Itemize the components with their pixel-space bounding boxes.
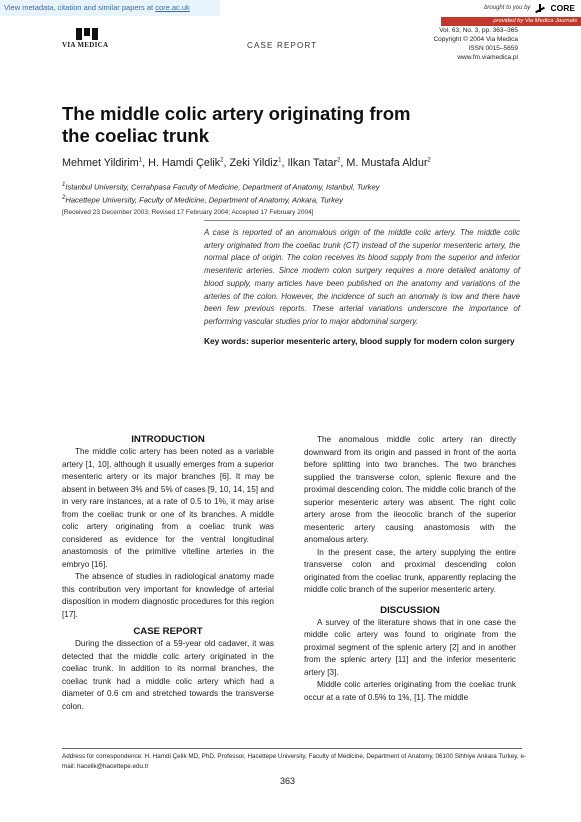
author-name: H. Hamdi Çelik (148, 157, 221, 169)
journal-info (433, 26, 518, 62)
paragraph: In the present case, the artery supplying the entire transverse colon and proximal descending colon originated from the coeliac trunk, apparently replacing the middle colic branch of the superior mesenteric artery. (304, 547, 516, 594)
page-number: 363 (280, 776, 296, 786)
brought-by-text: brought to you by (484, 5, 531, 11)
publisher-logo (62, 28, 114, 49)
core-metadata-link[interactable] (0, 0, 220, 16)
author-name: Zeki Yildiz (229, 157, 279, 169)
affiliation-2: $^2$Hacettepe University, Faculty of Medicine, Department of Anatomy, Ankara, Turkey (62, 194, 343, 205)
article-title: The middle colic artery originating from the coeliac trunk (62, 103, 411, 146)
keywords: Key words: superior mesenteric artery, blood supply for modern colon surgery (204, 335, 515, 346)
case-report-heading: CASE REPORT (133, 626, 203, 637)
abstract-text: A case is reported of an anomalous origin of the middle colic artery. The middle colic artery originated from the coeliac trunk (CT) instead of the superior mesenteric artery, the normal place of origin. The colon receives its blood supply from the superior and inferior mesenteric arteries. Since modern colon surgery requires a more detailed anatomy of blood supply, many articles have been published on the anatomy and variations of the arteries of the colon. However, the incidence of such an anomaly is low and there have been few previous reports. These arterial variations underscore the importance of performing vascular studies prior to major abdominal surgery. (204, 228, 520, 326)
author-name: M. Mustafa Aldur (346, 157, 428, 169)
core-link-site[interactable]: core.ac.uk (155, 3, 190, 12)
correspondence-address: Address for correspondence: H. Hamdi Çelik MD, PhD, Professor, Hacettepe University, Faculty of Medicine, Department of Anatomy, 06100 Sihhiye Ankara Turkey, e-mail: hacelik@hacettepe.edu.tr (62, 753, 527, 770)
paragraph: The anomalous middle colic artery ran directly downward from its origin and passed in front of the aorta before splitting into two branches. The two branches supplied the transverse colon, splenic flexure and the proximal descending colon. The middle colic branch of the superior mesenteric artery was absent. The right colic artery arose from the ileocolic branch of the superior mesenteric artery causing anastomosis with the anomalous artery. (304, 435, 516, 544)
section-label: CASE REPORT (247, 41, 318, 50)
paragraph: During the dissection of a 59-year old cadaver, it was detected that the middle colic artery originated in the coeliac trunk. In addition to its normal branches, the coeliac trunk had a middle colic artery which had a diameter of 0.6 cm and stretched towards the transverse colon. (62, 639, 274, 711)
core-brand[interactable] (484, 3, 575, 13)
paragraph: A survey of the literature shows that in one case the middle colic artery was found to originate from the proximal segment of the splenic artery [2] and in another from the splenic artery [11] and the inferior mesenteric artery [3]. (304, 617, 516, 677)
affiliations (62, 180, 380, 205)
core-wordmark: CORE (550, 3, 575, 13)
author-name: Mehmet Yildirim (62, 157, 139, 169)
paragraph: The absence of studies in radiological anatomy made this contribution very important for knowledge of arterial disposition in modern diagnostic procedures for this region [17]. (62, 572, 274, 619)
journal-volume: Vol. 63, No. 3, pp. 363–365 (439, 27, 518, 34)
introduction-heading: INTRODUCTION (131, 434, 205, 445)
core-link-prefix: View metadata, citation and similar papers at (4, 3, 156, 12)
via-medica-mark-icon (76, 28, 98, 40)
journal-copyright: Copyright © 2004 Via Medica (433, 36, 518, 43)
journal-website[interactable]: www.fm.viamedica.pl (457, 54, 518, 61)
body-column-left (62, 434, 274, 713)
abstract-block (204, 220, 520, 347)
paragraph: Middle colic arteries originating from the coeliac trunk occur at a rate of 0.5% to 1%, [1]. The middle (304, 680, 516, 702)
author-name: Ilkan Tatar (287, 157, 338, 169)
core-logo-icon (533, 3, 547, 13)
paragraph: The middle colic artery has been noted as a variable artery [1, 10], although it usually emerges from a superior mesenteric artery or its major branches [6]. It may be absent in between 3% and 5% of cases [9, 10, 14, 15] and in very rare instances, at a rate of 0.5 to 1%, it may arise from the coeliac trunk or one of its branches. A middle colic artery originating from a coeliac trunk was considered as evidence for the ventral longitudinal anastomosis of the primitive vitelline arteries in the embryo [16]. (62, 447, 274, 569)
affiliation-1: $^1$Istanbul University, Cerrahpasa Faculty of Medicine, Department of Anatomy, Istanbul, Turkey (62, 182, 380, 192)
footer-divider (62, 748, 522, 749)
received-dates: [Received 23 December 2003; Revised 17 February 2004; Accepted 17 February 2004] (62, 209, 314, 216)
journal-issn: ISSN 0015–5659 (468, 45, 518, 52)
publisher-logo-text: VIA MEDICA (62, 41, 109, 49)
discussion-heading: DISCUSSION (380, 604, 440, 616)
body-column-right (304, 434, 516, 704)
author-list: Mehmet Yildirim$^1$, H. Hamdi Çelik$^2$, Zeki Yildiz$^1$, Ilkan Tatar$^2$, M. Mustafa Aldur$^2$ (62, 157, 431, 169)
provided-by-banner[interactable]: provided by Via Medica Journals (441, 17, 581, 26)
